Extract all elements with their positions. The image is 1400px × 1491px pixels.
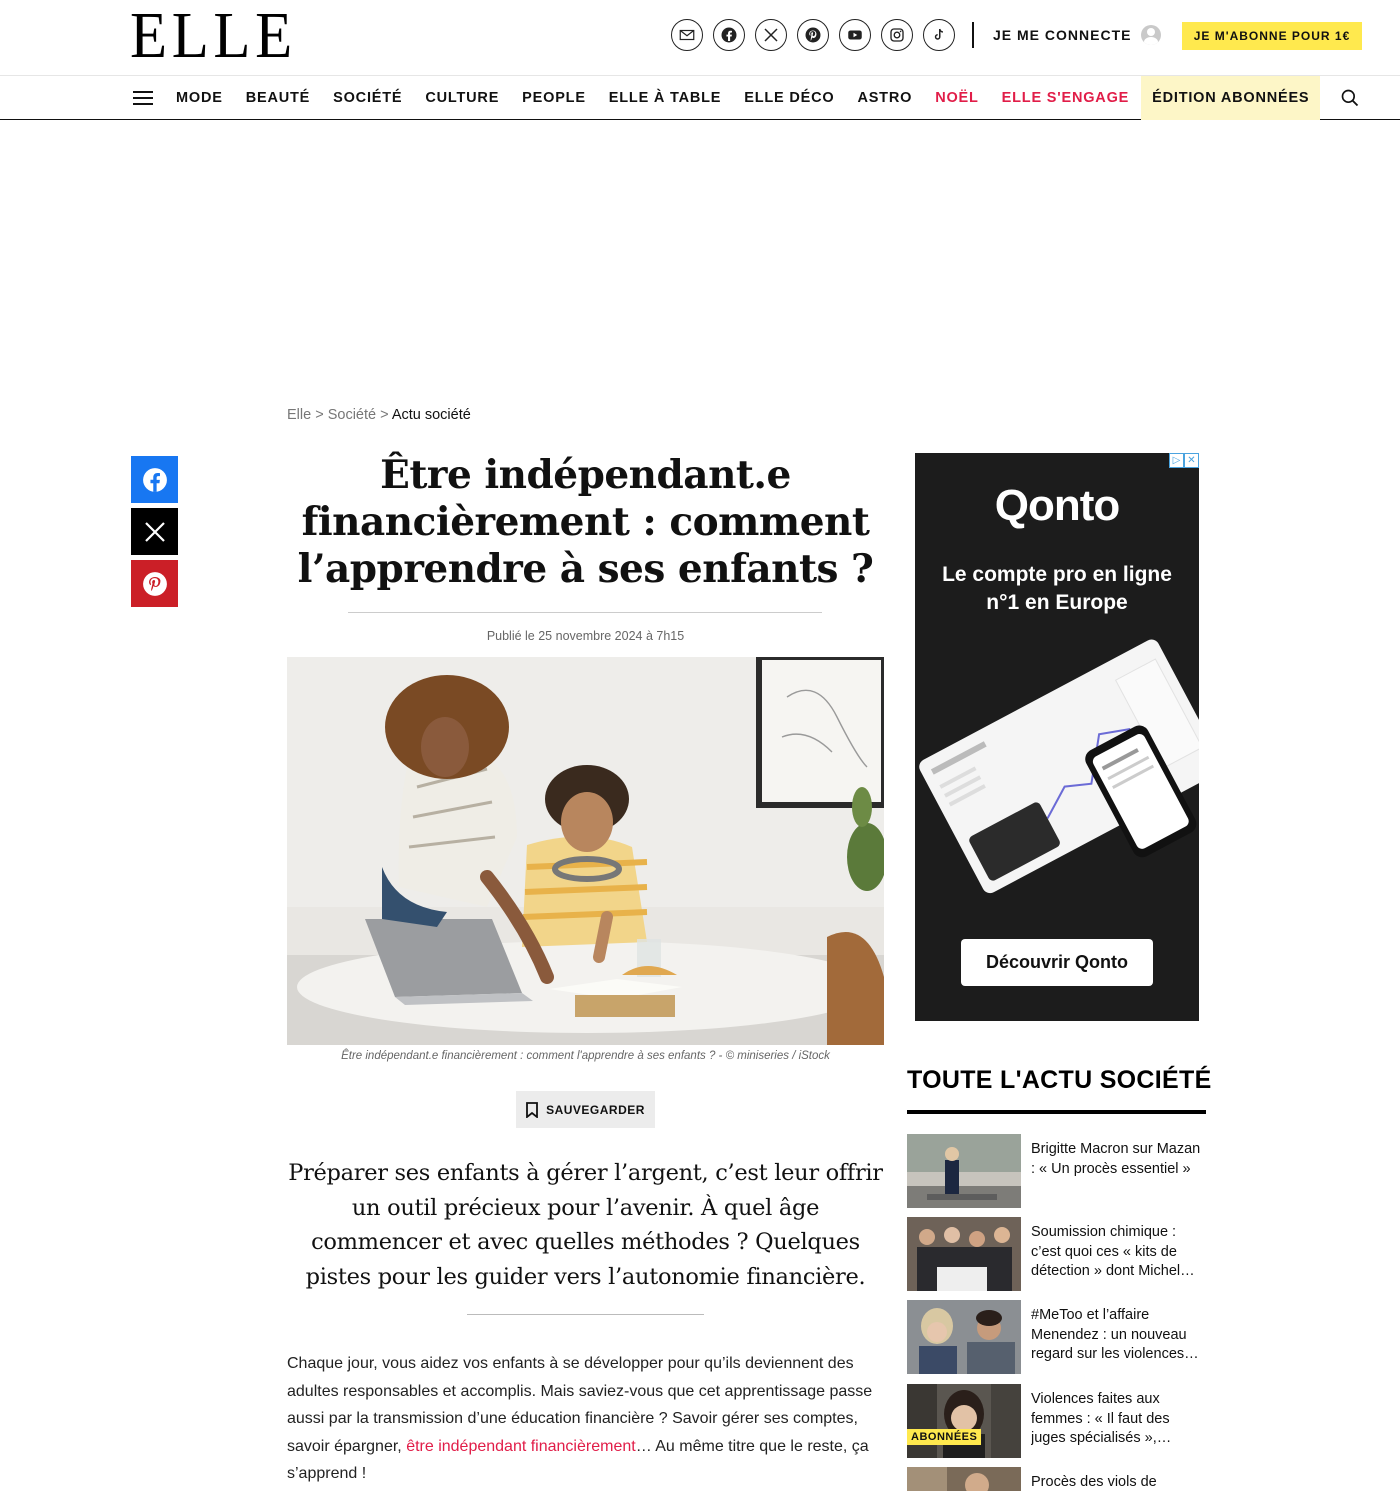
elle-logo[interactable]: ELLE bbox=[130, 0, 297, 72]
breadcrumb-societe[interactable]: Société bbox=[327, 407, 377, 423]
x-icon bbox=[143, 520, 167, 544]
facebook-icon[interactable] bbox=[713, 19, 745, 51]
nav-item-noel[interactable]: NOËL bbox=[935, 90, 979, 106]
nav-item-elle-sengage[interactable]: ELLE S'ENGAGE bbox=[1001, 90, 1130, 106]
article-body bbox=[287, 1350, 884, 1488]
news-title[interactable]: Procès des viols de bbox=[1031, 1474, 1157, 1490]
instagram-icon[interactable] bbox=[881, 19, 913, 51]
sidebar-title: TOUTE L'ACTU SOCIÉTÉ bbox=[907, 1066, 1212, 1094]
adchoices-icon: ▷ bbox=[1169, 453, 1184, 468]
breadcrumb-separator: > bbox=[315, 407, 324, 423]
ad-product-illustration bbox=[915, 638, 1199, 898]
pinterest-icon[interactable] bbox=[797, 19, 829, 51]
news-item[interactable] bbox=[907, 1467, 1207, 1491]
news-title[interactable]: #MeToo et l’affaire Menendez : un nouveau regard sur les violences… bbox=[1031, 1307, 1199, 1362]
tiktok-icon[interactable] bbox=[923, 19, 955, 51]
news-thumbnail[interactable] bbox=[907, 1467, 1021, 1491]
share-facebook-button[interactable] bbox=[131, 456, 178, 503]
nav-items bbox=[176, 76, 1320, 120]
youtube-icon[interactable] bbox=[839, 19, 871, 51]
user-avatar-icon[interactable] bbox=[1141, 25, 1161, 45]
nav-item-elle-deco[interactable]: ELLE DÉCO bbox=[744, 90, 835, 106]
hero-image bbox=[287, 657, 884, 1045]
facebook-icon bbox=[142, 467, 168, 493]
newsletter-icon[interactable] bbox=[671, 19, 703, 51]
subscribers-badge: ABONNÉES bbox=[907, 1429, 981, 1445]
login-link[interactable]: JE ME CONNECTE bbox=[993, 27, 1132, 43]
nav-item-edition-abonnees[interactable]: ÉDITION ABONNÉES bbox=[1141, 76, 1320, 120]
breadcrumb bbox=[287, 407, 471, 423]
news-item[interactable] bbox=[907, 1300, 1207, 1376]
news-title[interactable]: Brigitte Macron sur Mazan : « Un procès essentiel » bbox=[1031, 1141, 1201, 1177]
share-pinterest-button[interactable] bbox=[131, 560, 178, 607]
title-divider bbox=[348, 612, 822, 613]
qonto-ad[interactable] bbox=[915, 453, 1199, 1021]
news-thumbnail[interactable] bbox=[907, 1217, 1021, 1291]
news-thumbnail[interactable] bbox=[907, 1134, 1021, 1208]
top-header bbox=[0, 0, 1400, 76]
bookmark-icon bbox=[526, 1102, 538, 1118]
ad-choices-badge[interactable] bbox=[1169, 453, 1199, 468]
header-divider bbox=[972, 22, 974, 48]
save-article-button[interactable] bbox=[516, 1091, 655, 1128]
nav-item-culture[interactable]: CULTURE bbox=[425, 90, 500, 106]
nav-item-people[interactable]: PEOPLE bbox=[522, 90, 586, 106]
body-text: … Au même titre que le reste, ça s’apprend ! bbox=[287, 1437, 869, 1482]
article-lead: Préparer ses enfants à gérer l’argent, c’est leur offrir un outil précieux pour l’avenir. À quel âge commencer et avec quelles méthodes ? Quelques pistes pour les guider vers l’autonomie financière. bbox=[288, 1160, 883, 1290]
save-label: SAUVEGARDER bbox=[546, 1102, 645, 1117]
news-thumbnail[interactable] bbox=[907, 1300, 1021, 1374]
news-item[interactable] bbox=[907, 1217, 1207, 1293]
nav-item-societe[interactable]: SOCIÉTÉ bbox=[333, 90, 403, 106]
lead-divider bbox=[467, 1314, 704, 1315]
nav-item-beaute[interactable]: BEAUTÉ bbox=[245, 90, 311, 106]
ad-cta-button[interactable]: Découvrir Qonto bbox=[961, 939, 1153, 986]
news-title[interactable]: Violences faites aux femmes : « Il faut des juges spécialisés »,… bbox=[1031, 1391, 1172, 1446]
breadcrumb-elle[interactable]: Elle bbox=[287, 407, 312, 423]
ad-brand: Qonto bbox=[994, 481, 1120, 530]
ad-tagline: Le compte pro en ligne n°1 en Europe bbox=[942, 563, 1172, 614]
inline-article-link[interactable]: être indépendant financièrement bbox=[406, 1437, 636, 1455]
main-nav bbox=[0, 76, 1400, 120]
x-icon[interactable] bbox=[755, 19, 787, 51]
breadcrumb-separator: > bbox=[380, 407, 389, 423]
news-title[interactable]: Soumission chimique : c’est quoi ces « kits de détection » dont Michel… bbox=[1031, 1224, 1195, 1279]
close-icon: ✕ bbox=[1184, 453, 1199, 468]
nav-item-mode[interactable]: MODE bbox=[176, 90, 223, 106]
publish-date: Publié le 25 novembre 2024 à 7h15 bbox=[486, 629, 685, 643]
news-item[interactable] bbox=[907, 1134, 1207, 1210]
subscribe-button[interactable]: JE M'ABONNE POUR 1€ bbox=[1182, 22, 1362, 50]
article-title: Être indépendant.e financièrement : comment l’apprendre à ses enfants ? bbox=[297, 452, 874, 592]
body-text: Chaque jour, vous aidez vos enfants à se développer pour qu’ils deviennent des adultes responsables et accomplis. Mais saviez-vous que cet apprentissage passe aussi par la transmission d’une éducation financière ? Savoir gérer ses comptes, savoir épargner, bbox=[287, 1355, 873, 1455]
share-x-button[interactable] bbox=[131, 508, 178, 555]
social-links bbox=[671, 19, 955, 51]
share-bar bbox=[131, 456, 178, 612]
search-icon[interactable] bbox=[1340, 88, 1360, 108]
breadcrumb-actu-societe[interactable]: Actu société bbox=[391, 407, 471, 423]
news-thumbnail[interactable] bbox=[907, 1384, 1021, 1458]
sidebar-divider bbox=[907, 1110, 1206, 1114]
pinterest-icon bbox=[142, 571, 168, 597]
menu-icon[interactable] bbox=[133, 91, 153, 105]
image-caption: Être indépendant.e financièrement : comment l'apprendre à ses enfants ? - © miniseries / iStock bbox=[341, 1050, 830, 1062]
nav-item-elle-a-table[interactable]: ELLE À TABLE bbox=[608, 90, 722, 106]
news-item[interactable] bbox=[907, 1384, 1207, 1460]
nav-item-astro[interactable]: ASTRO bbox=[857, 90, 913, 106]
